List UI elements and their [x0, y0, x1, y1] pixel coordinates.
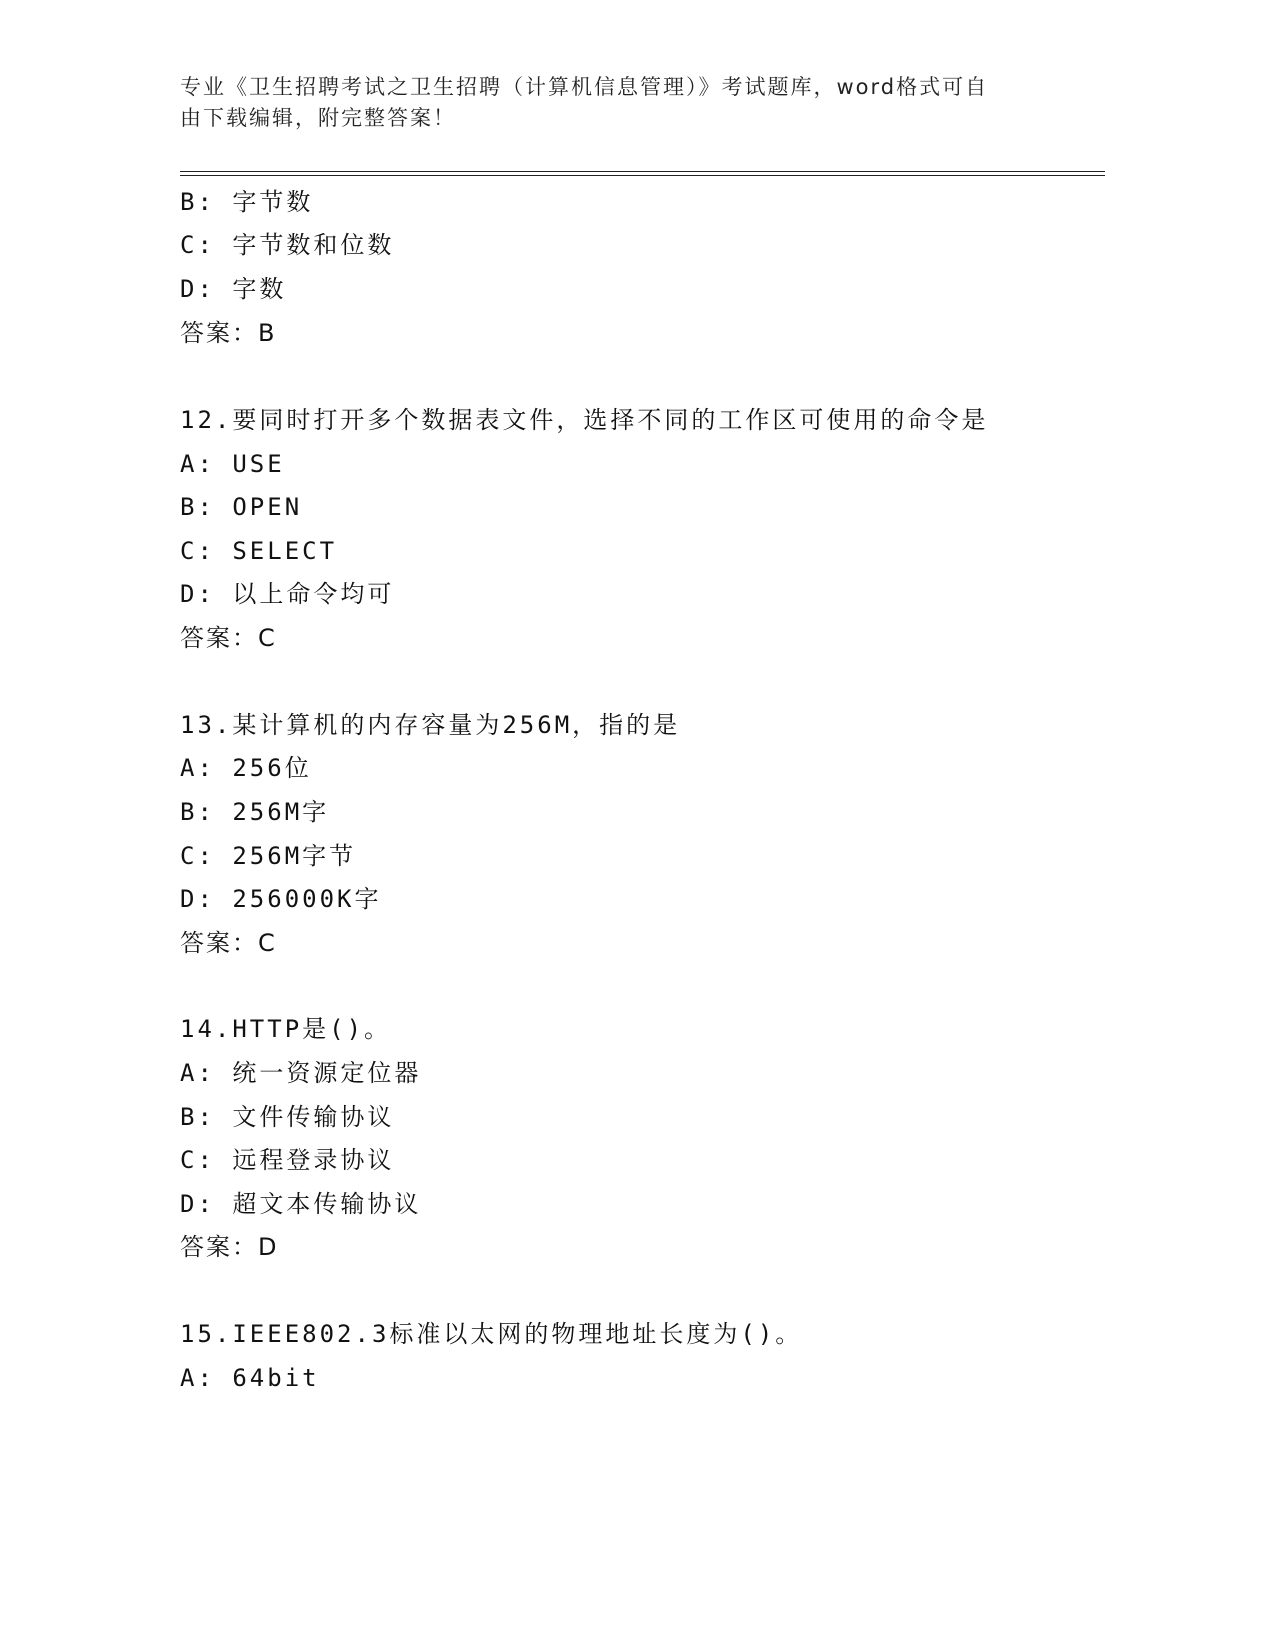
q14-answer: 答案：D	[180, 1233, 279, 1261]
q14-option-b: B: 文件传输协议	[180, 1103, 395, 1131]
q13-option-b: B: 256M字	[180, 798, 330, 826]
q14-option-d: D: 超文本传输协议	[180, 1190, 422, 1218]
document-header	[180, 72, 1060, 134]
header-divider-top	[180, 171, 1105, 172]
q12-option-d: D: 以上命令均可	[180, 580, 395, 608]
q12-stem: 12.要同时打开多个数据表文件，选择不同的工作区可使用的命令是	[180, 406, 989, 434]
q13-option-a: A: 256位	[180, 754, 312, 782]
header-line-2: 由下载编辑，附完整答案！	[180, 106, 456, 130]
q12-option-a: A: USE	[180, 450, 285, 478]
q13-answer: 答案：C	[180, 929, 277, 957]
q13-option-d: D: 256000K字	[180, 885, 382, 913]
q14-option-a: A: 统一资源定位器	[180, 1059, 422, 1087]
q14-option-c: C: 远程登录协议	[180, 1146, 395, 1174]
q11-option-b: B: 字节数	[180, 188, 314, 216]
q11-option-d: D: 字数	[180, 275, 287, 303]
q13-option-c: C: 256M字节	[180, 842, 357, 870]
q11-answer: 答案：B	[180, 319, 277, 347]
header-divider-bottom	[180, 175, 1105, 176]
q13-stem: 13.某计算机的内存容量为256M，指的是	[180, 711, 681, 739]
header-line-1: 专业《卫生招聘考试之卫生招聘（计算机信息管理）》考试题库，word格式可自	[180, 75, 989, 99]
q15-stem: 15.IEEE802.3标准以太网的物理地址长度为()。	[180, 1320, 803, 1348]
q14-stem: 14.HTTP是()。	[180, 1015, 392, 1043]
q15-option-a: A: 64bit	[180, 1364, 320, 1392]
q11-option-c: C: 字节数和位数	[180, 231, 395, 259]
q12-option-c: C: SELECT	[180, 537, 338, 565]
q12-answer: 答案：C	[180, 624, 277, 652]
q12-option-b: B: OPEN	[180, 493, 303, 521]
